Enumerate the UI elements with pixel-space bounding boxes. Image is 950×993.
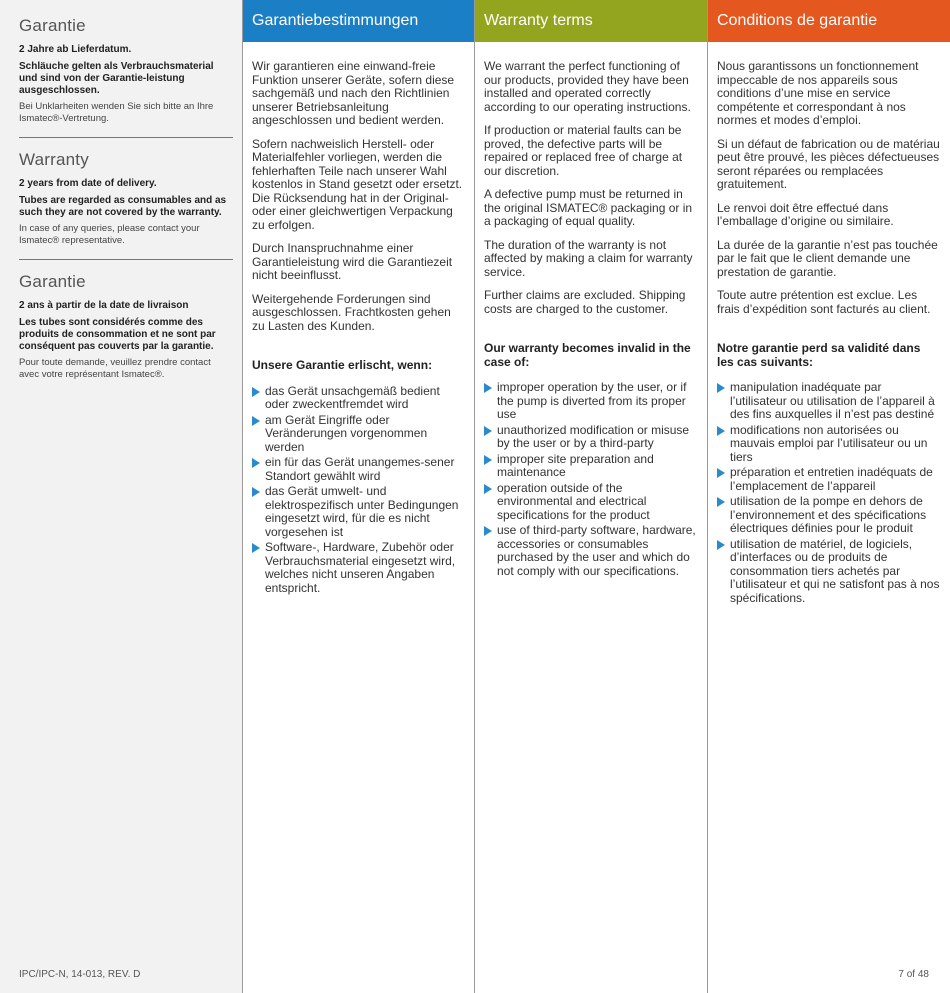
triangle-right-icon — [252, 387, 260, 397]
list-item — [484, 424, 697, 451]
summary-title: Garantie — [19, 272, 86, 291]
paragraph: Si un défaut de fabrication ou de matériau peut être prouvé, les pièces défectueuses seront réparées ou remplacées gratuitement. — [717, 136, 940, 191]
triangle-right-icon — [252, 543, 260, 553]
triangle-right-icon — [484, 455, 492, 465]
triangle-right-icon — [252, 416, 260, 426]
paragraph: Wir garantieren eine einwand-freie Funktion unserer Geräte, sofern diese sachgemäß und nach den Richtlinien unserer Betriebsanleitung angeschlossen und bedient werden. — [252, 59, 455, 127]
list-item — [717, 495, 940, 536]
paragraph: We warrant the perfect functioning of our products, provided they have been installed and operated correctly according to our operating instructions. — [484, 59, 691, 114]
column-header: Warranty terms — [475, 0, 707, 42]
list-item-text: préparation et entretien inadéquats de l’emplacement de l’appareil — [730, 465, 933, 493]
summary-english — [19, 151, 233, 247]
column-english — [475, 0, 708, 993]
list-item-text: operation outside of the environmental and electrical specifications for the product — [497, 480, 650, 522]
list-item-text: modifications non autorisées ou mauvais emploi par l’utilisateur ou un tiers — [730, 422, 928, 464]
list-item-text: utilisation de la pompe en dehors de l’environnement et des spécifications électriques définies pour le produit — [730, 494, 927, 535]
column-french — [708, 0, 950, 993]
triangle-right-icon — [717, 426, 725, 436]
summary-title: Garantie — [19, 16, 86, 35]
list-item — [717, 424, 940, 465]
summary-consumables: Les tubes sont considérés comme des produits de consommation et ne sont par conséquent pas couverts par la garantie. — [19, 317, 216, 352]
paragraph: Le renvoi doit être effectué dans l’emballage d’origine ou similaire. — [717, 200, 894, 228]
divider — [19, 259, 233, 260]
paragraph: If production or material faults can be proved, the defective parts will be repaired or replaced free of charge at our discretion. — [484, 123, 683, 178]
summary-title: Warranty — [19, 150, 89, 169]
list-item-text: unauthorized modification or misuse by the user or by a third-party — [497, 422, 690, 450]
summary-german — [19, 17, 233, 125]
column-header: Conditions de garantie — [708, 0, 950, 42]
column-german — [243, 0, 475, 993]
paragraph: Durch Inanspruchnahme einer Garantieleistung wird die Garantiezeit nicht beeinflusst. — [252, 241, 453, 282]
triangle-right-icon — [484, 526, 492, 536]
list-item-text: am Gerät Eingriffe oder Veränderungen vorgenommen werden — [265, 412, 428, 454]
paragraph: Weitergehende Forderungen sind ausgeschlossen. Frachtkosten gehen zu Lasten des Kunden. — [252, 291, 451, 333]
list-item — [252, 385, 464, 412]
list-item-text: das Gerät umwelt- und elektrospezifisch unter Bedingungen eingesetzt wird, für die es nicht vorgesehen ist — [265, 484, 459, 539]
list-item — [484, 381, 697, 422]
paragraph: La durée de la garantie n’est pas touchée par le fait que le client demande une prestation de garantie. — [717, 237, 938, 279]
paragraph: Nous garantissons un fonctionnement impeccable de nos appareils sous conditions d’une mise en service compétente et correspondant à nos normes et modes d’emploi. — [717, 59, 919, 127]
column-header: Garantiebestimmungen — [243, 0, 474, 42]
summary-period: 2 years from date of delivery. — [19, 178, 157, 189]
triangle-right-icon — [717, 540, 725, 550]
invalidity-subheading: Unsere Garantie erlischt, wenn: — [252, 358, 433, 372]
triangle-right-icon — [717, 497, 725, 507]
summary-contact-note: Pour toute demande, veuillez prendre contact avec votre représentant Ismatec®. — [19, 357, 211, 380]
list-item — [717, 466, 940, 493]
list-item — [717, 381, 940, 422]
summary-french — [19, 273, 233, 381]
divider — [19, 137, 233, 138]
paragraph: The duration of the warranty is not affected by making a claim for warranty service. — [484, 237, 693, 279]
triangle-right-icon — [717, 383, 725, 393]
list-item-text: das Gerät unsachgemäß bedient oder zweckentfremdet wird — [265, 383, 440, 411]
paragraph: A defective pump must be returned in the original ISMATEC® packaging or in a packaging of equal quality. — [484, 187, 693, 228]
summary-consumables: Schläuche gelten als Verbrauchsmaterial und sind von der Garantie-leistung ausgeschlossen. — [19, 61, 214, 96]
paragraph: Further claims are excluded. Shipping costs are charged to the customer. — [484, 288, 686, 316]
triangle-right-icon — [717, 468, 725, 478]
paragraph: Toute autre prétention est exclue. Les frais d’expédition sont facturés au client. — [717, 288, 931, 316]
warranty-summary-sidebar — [0, 0, 243, 993]
summary-period: 2 Jahre ab Lieferdatum. — [19, 44, 132, 55]
triangle-right-icon — [484, 484, 492, 494]
list-item — [252, 541, 464, 595]
triangle-right-icon — [252, 458, 260, 468]
list-item-text: manipulation inadéquate par l’utilisateur ou utilisation de l’appareil à des fins auxquelles il n’est pas destiné — [730, 380, 935, 421]
triangle-right-icon — [484, 426, 492, 436]
list-item-text: use of third-party software, hardware, accessories or consumables purchased by the user and which do not comply with our specifications. — [497, 523, 696, 578]
list-item-text: improper site preparation and maintenance — [497, 451, 654, 479]
summary-consumables: Tubes are regarded as consumables and as such they are not covered by the warranty. — [19, 195, 227, 218]
invalidity-list — [484, 381, 697, 578]
triangle-right-icon — [484, 383, 492, 393]
list-item — [484, 482, 697, 523]
list-item — [252, 485, 464, 539]
summary-contact-note: In case of any queries, please contact your Ismatec® representative. — [19, 223, 200, 246]
summary-contact-note: Bei Unklarheiten wenden Sie sich bitte an Ihre Ismatec®-Vertretung. — [19, 101, 214, 124]
paragraph: Sofern nachweislich Herstell- oder Materialfehler vorliegen, werden die fehlerhaften Teile nach unserer Wahl kostenlos in Stand gesetzt oder ersetzt. Die Rücksendung hat in der Original- oder einer gleichwertigen Verpackung zu erfolgen. — [252, 136, 463, 232]
list-item-text: utilisation de matériel, de logiciels, d’interfaces ou de produits de consommation tiers achetés par l’utilisateur et qui ne satisfont pas à nos spécifications. — [730, 536, 940, 605]
list-item-text: Software-, Hardware, Zubehör oder Verbrauchsmaterial eingesetzt wird, welches nicht unseren Angaben entspricht. — [265, 540, 456, 595]
list-item — [252, 456, 464, 483]
invalidity-subheading: Our warranty becomes invalid in the case of: — [484, 341, 691, 369]
list-item — [717, 538, 940, 606]
list-item-text: ein für das Gerät unangemes-sener Standort gewählt wird — [265, 455, 455, 483]
invalidity-subheading: Notre garantie perd sa validité dans les cas suivants: — [717, 341, 921, 369]
invalidity-list — [252, 385, 464, 596]
list-item — [252, 414, 464, 455]
page-number: 7 of 48 — [898, 969, 929, 980]
list-item-text: improper operation by the user, or if the pump is diverted from its proper use — [497, 380, 687, 421]
triangle-right-icon — [252, 487, 260, 497]
invalidity-list — [717, 381, 940, 605]
list-item — [484, 453, 697, 480]
summary-period: 2 ans à partir de la date de livraison — [19, 300, 189, 311]
list-item — [484, 524, 697, 578]
document-reference: IPC/IPC-N, 14-013, REV. D — [19, 969, 141, 980]
